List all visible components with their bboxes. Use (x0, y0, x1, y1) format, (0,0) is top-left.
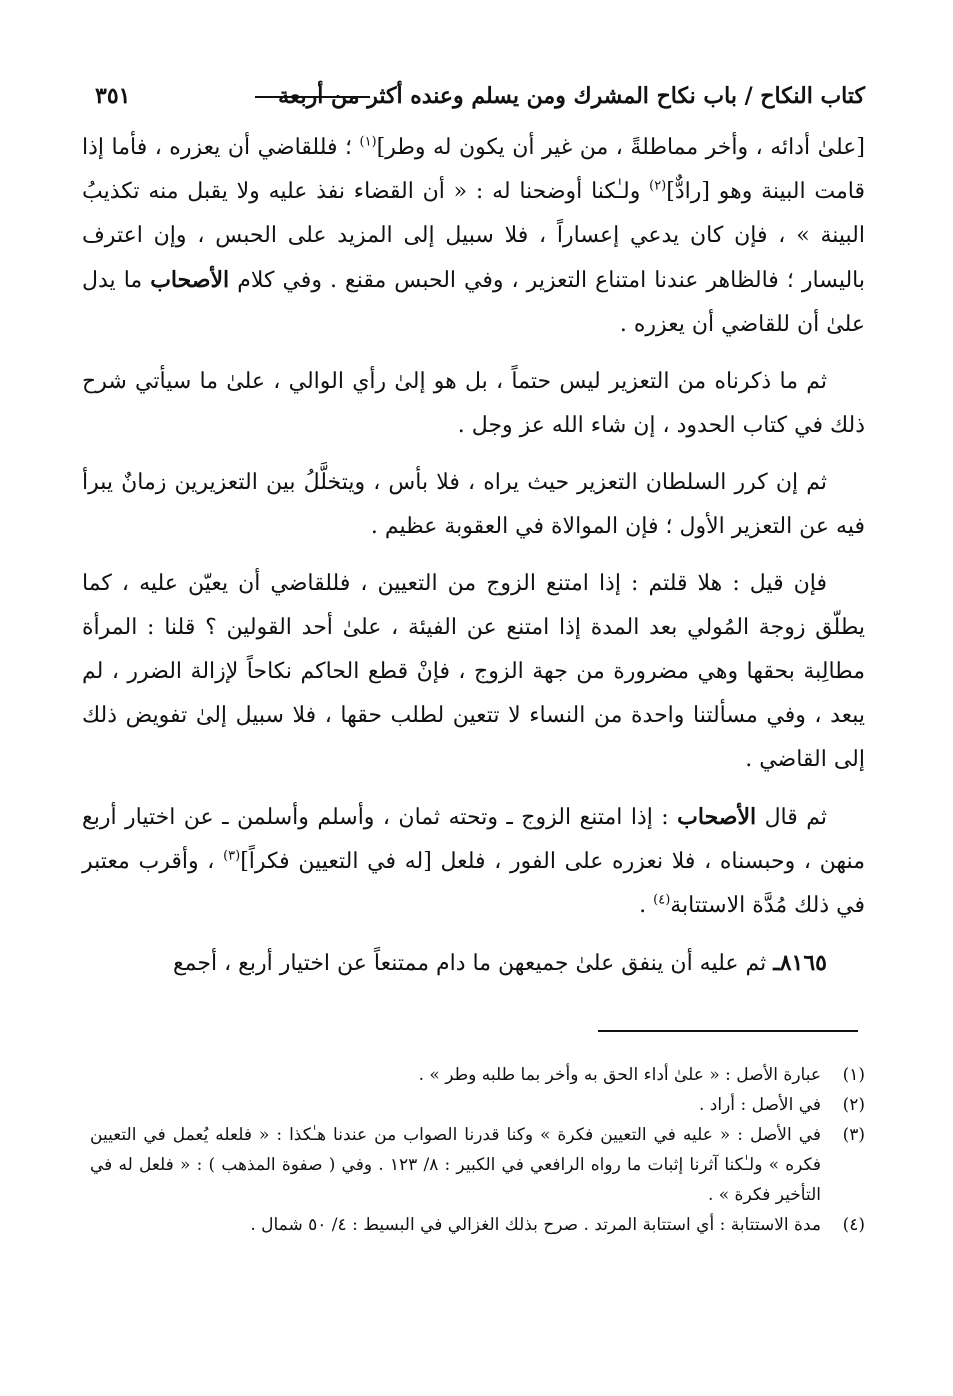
footnote-number: (٢) (842, 1095, 865, 1115)
footnote-separator (598, 1030, 858, 1032)
footnote-number: (٤) (842, 1215, 865, 1235)
footnote-text: في الأصل : « عليه في التعيين فكرة » وكنا قدرنا الصواب من عندنا هـٰكذا : « فلعله يُعمل في التعيين فكره » ولـٰكنا آثرنا إثبات ما رواه الرافعي في الكبير : ٨/ ١٢٣ . وفي ( صفوة المذهب ) : « فلعل له في التأخير فكرة » . (90, 1125, 821, 1205)
footnote-2 (90, 1090, 865, 1120)
footnote-ref-2: (٢) (649, 178, 667, 194)
p1-text-a: [علىٰ أدائه ، وأخر مماطلةً ، من غير أن يكون له وطر] (376, 135, 865, 160)
paragraph-4: فإن قيل : هلا قلتم : إذا امتنع الزوج من التعيين ، فللقاضي أن يعيّن عليه ، كما يطلّق زوجة المُولي بعد المدة إذا امتنع عن الفيئة ، علىٰ أحد القولين ؟ قلنا : المرأة مطالِبة بحقها وهي مضرورة من جهة الزوج ، فإنْ قطع الحاكم نكاحاً لإزالة الضرر ، لم يبعد ، وفي مسألتنا واحدة من النساء لا تتعين لطلب حقها ، فلا سبيل إلىٰ تفويض ذلك إلى القاضي . (82, 571, 865, 772)
page-header (95, 78, 865, 118)
page-number: ٣٥١ (95, 83, 131, 109)
p1-bold-term: الأصحاب (150, 267, 230, 293)
p5-bold-term: الأصحاب (677, 804, 757, 830)
p5-text-c: ، وأقرب معتبر في ذلك مُدَّة الاستتابة (82, 849, 865, 918)
paragraph-2: ثم ما ذكرناه من التعزير ليس حتماً ، بل هو إلىٰ رأي الوالي ، علىٰ ما سيأتي شرح ذلك في كتاب الحدود ، إن شاء الله عز وجل . (82, 369, 865, 438)
footnote-1 (90, 1060, 865, 1090)
paragraph-5 (82, 795, 865, 928)
running-title: كتاب النكاح / باب نكاح المشرك ومن يسلم وعنده أكثر من أربعة (278, 83, 865, 109)
p1-text-c: ولـٰكنا أوضحنا له : « أن القضاء نفذ عليه ولا يقبل منه تكذيبُ البينة » ، فإن كان يدعي إعساراً ، فلا سبيل إلى المزيد على الحبس ، وإن اعترف باليسار ؛ فالظاهر عندنا امتناع التعزير ، وفي الحبس مقنع . وفي كلام (82, 179, 865, 293)
footnote-number: (١) (842, 1065, 865, 1085)
p1-text-d: ما يدل علىٰ أن للقاضي أن يعزره . (82, 268, 865, 337)
p1-text-b: ؛ فللقاضي أن يعزره ، فأما إذا قامت البينة وهو [رادٌّ] (82, 135, 865, 204)
p5-text-a: ثم قال (756, 805, 827, 830)
paragraph-3: ثم إن كرر السلطان التعزير حيث يراه ، فلا بأس ، ويتخلَّلُ بين التعزيرين زمانٌ يبرأ فيه عن التعزير الأول ؛ فإن الموالاة في العقوبة عظيم . (82, 470, 865, 539)
footnote-text: في الأصل : أراد . (699, 1095, 821, 1115)
footnote-3 (90, 1120, 865, 1210)
footnotes (90, 1060, 865, 1240)
footnote-text: مدة الاستتابة : أي استتابة المرتد . صرح بذلك الغزالي في البسيط : ٤/ ٥٠ شمال . (250, 1215, 821, 1235)
paragraph-1 (82, 126, 865, 347)
footnote-number: (٣) (842, 1125, 865, 1145)
footnote-4 (90, 1210, 865, 1240)
footnote-text: عبارة الأصل : « علىٰ أداء الحق به وأخر بما طلبه وطر » . (418, 1065, 821, 1085)
body-text (82, 126, 865, 999)
section-number: ٨١٦٥ـ (773, 950, 827, 976)
footnote-ref-3: (٣) (223, 848, 241, 864)
p5-text-d: . (639, 893, 654, 918)
p6-text: ثم عليه أن ينفق علىٰ جميعهن ما دام ممتنعاً عن اختيار أربع ، أجمع (172, 951, 774, 976)
paragraph-6 (82, 941, 865, 986)
footnote-ref-4: (٤) (653, 892, 671, 908)
p5-text-b: : إذا امتنع الزوج ـ وتحته ثمان ، وأسلم وأسلمن ـ عن اختيار أربع منهن ، وحبسناه ، فلا نعزره على الفور ، فلعل [له في التعيين فكراً] (82, 805, 865, 874)
footnote-ref-1: (١) (359, 134, 377, 150)
